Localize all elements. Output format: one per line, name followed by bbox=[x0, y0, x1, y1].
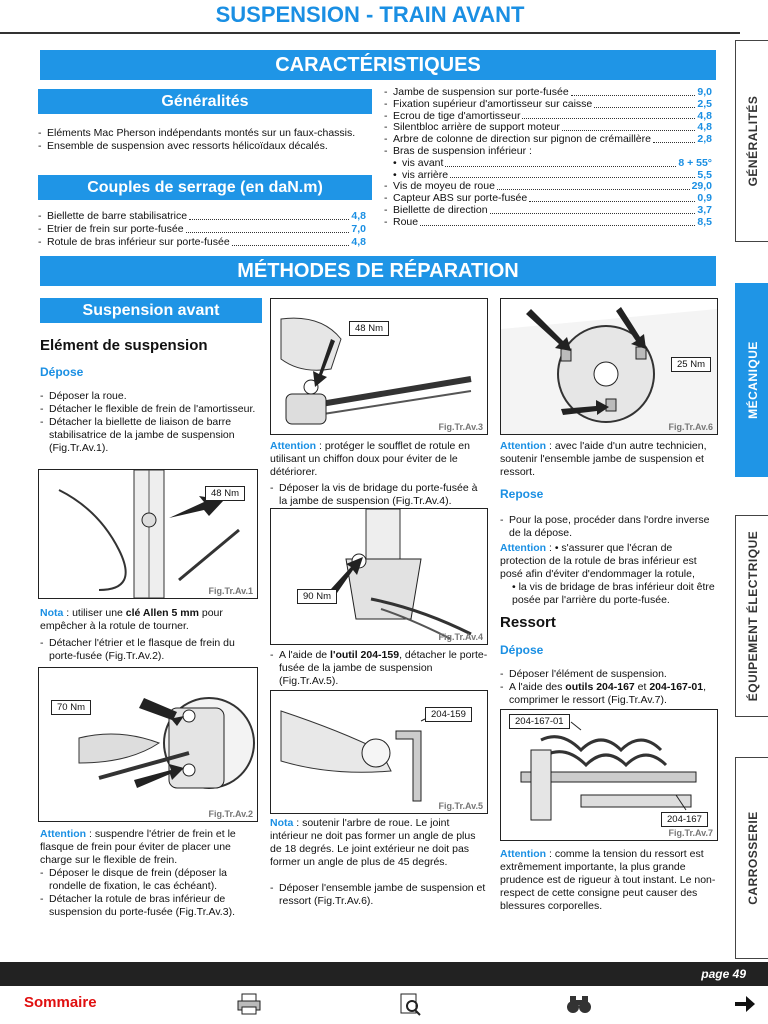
list-item: - Biellette de barre stabilisatrice 4,8 bbox=[38, 210, 366, 223]
knuckle-illustration bbox=[271, 509, 487, 644]
tool-label: 204-159 bbox=[425, 707, 472, 722]
tool-label: 204-167 bbox=[661, 812, 708, 827]
list-item: - Pour la pose, procéder dans l'ordre inverse de la dépose. bbox=[500, 514, 718, 540]
attention-2: Attention : protéger le soufflet de rotule en utilisant un chiffon doux pour éviter de le détériorer. bbox=[270, 440, 470, 478]
tab-mecanique[interactable]: MÉCANIQUE bbox=[735, 283, 768, 477]
list-item: - Biellette de direction 3,7 bbox=[384, 205, 712, 217]
list-item: - Détacher la biellette de liaison de barre stabilisatrice de la jambe de suspension (Fig.Tr.Av.1). bbox=[40, 416, 258, 455]
ressort-title: Ressort bbox=[500, 614, 556, 631]
list-item: • vis avant 8 + 55° bbox=[384, 158, 712, 170]
figure-label: Fig.Tr.Av.7 bbox=[668, 828, 713, 838]
ball-joint-illustration bbox=[271, 299, 487, 434]
figure-tr-av-4 bbox=[270, 508, 488, 645]
figure-tr-av-5 bbox=[270, 690, 488, 814]
figure-label: Fig.Tr.Av.6 bbox=[668, 422, 713, 432]
torque-label: 25 Nm bbox=[671, 357, 711, 372]
list-item: - A l'aide des outils 204-167 et 204-167-01, comprimer le ressort (Fig.Tr.Av.7). bbox=[500, 681, 718, 707]
list-item: - Déposer la vis de bridage du porte-fusée à la jambe de suspension (Fig.Tr.Av.4). bbox=[270, 482, 488, 508]
page-title: SUSPENSION - TRAIN AVANT bbox=[215, 2, 525, 27]
depose-title: Dépose bbox=[40, 365, 84, 379]
footer-bar bbox=[0, 962, 768, 986]
repose-title: Repose bbox=[500, 487, 544, 501]
arrow-right-icon[interactable] bbox=[732, 992, 758, 1016]
list-item: - Ecrou de tige d'amortisseur 4,8 bbox=[384, 111, 712, 123]
tool-label: 204-167-01 bbox=[509, 714, 570, 729]
list-item: - Capteur ABS sur porte-fusée 0,9 bbox=[384, 193, 712, 205]
torque-label: 90 Nm bbox=[297, 589, 337, 604]
list-item: - Détacher le flexible de frein de l'amortisseur. bbox=[40, 403, 258, 416]
steps-list bbox=[500, 668, 718, 707]
list-item: - Eléments Mac Pherson indépendants montés sur un faux-chassis. bbox=[38, 127, 370, 140]
figure-label: Fig.Tr.Av.5 bbox=[438, 801, 483, 811]
list-item: - Déposer le disque de frein (déposer la rondelle de fixation, le cas échéant). bbox=[40, 867, 258, 893]
page-number: page 49 bbox=[701, 967, 746, 981]
figure-label: Fig.Tr.Av.4 bbox=[438, 632, 483, 642]
list-item: - Fixation supérieur d'amortisseur sur caisse 2,5 bbox=[384, 99, 712, 111]
section-suspension-avant: Suspension avant bbox=[40, 298, 262, 323]
list-item: - Arbre de colonne de direction sur pignon de crémaillère 2,8 bbox=[384, 134, 712, 146]
attention-5: Attention : comme la tension du ressort est extrêmement importante, la plus grande prudence est de rigueur à tout instant. Le non-respect de cette consigne peut causer des blessures corporelles. bbox=[500, 848, 716, 912]
figure-tr-av-2 bbox=[38, 667, 258, 822]
list-item: - Déposer la roue. bbox=[40, 390, 258, 403]
list-item: - Jambe de suspension sur porte-fusée 9,0 bbox=[384, 87, 712, 99]
nota-1: Nota : utiliser une clé Allen 5 mm pour empêcher à la rotule de tourner. bbox=[40, 607, 223, 632]
torque-label: 48 Nm bbox=[349, 321, 389, 336]
list-item: - Détacher l'étrier et le flasque de frein du porte-fusée (Fig.Tr.Av.2). bbox=[40, 637, 258, 663]
attention-4: Attention : • s'assurer que l'écran de protection de la rotule de bras inférieur est posé afin d'éviter d'endommager la rotule, • la vis de bridage de bras inférieur doit être posée par l'arrière du porte-fusée. bbox=[500, 542, 715, 606]
steps-list bbox=[500, 514, 718, 540]
brake-caliper-illustration bbox=[39, 668, 257, 821]
depose-title-2: Dépose bbox=[500, 643, 544, 657]
tab-equipement-electrique[interactable]: ÉQUIPEMENT ÉLECTRIQUE bbox=[735, 515, 768, 717]
list-item: - Détacher la rotule de bras inférieur de suspension du porte-fusée (Fig.Tr.Av.3). bbox=[40, 893, 258, 919]
figure-tr-av-6 bbox=[500, 298, 718, 435]
figure-label: Fig.Tr.Av.3 bbox=[438, 422, 483, 432]
nota-2: Nota : soutenir l'arbre de roue. Le joint intérieur ne doit pas former un angle de plus de 18 degrés. Le joint extérieur ne doit pas former un angle de plus de 45 degrés. bbox=[270, 817, 476, 868]
tab-carrosserie[interactable]: CARROSSERIE bbox=[735, 757, 768, 959]
figure-label: Fig.Tr.Av.1 bbox=[208, 586, 253, 596]
element-title: Elément de suspension bbox=[40, 337, 208, 354]
figure-tr-av-1 bbox=[38, 469, 258, 599]
list-item: - Silentbloc arrière de support moteur 4,8 bbox=[384, 122, 712, 134]
list-item: - Roue 8,5 bbox=[384, 217, 712, 229]
list-item: - Etrier de frein sur porte-fusée 7,0 bbox=[38, 223, 366, 236]
binoculars-icon[interactable] bbox=[566, 992, 592, 1016]
section-caracteristiques: CARACTÉRISTIQUES bbox=[40, 50, 716, 80]
section-couples: Couples de serrage (en daN.m) bbox=[38, 175, 372, 200]
figure-label: Fig.Tr.Av.2 bbox=[208, 809, 253, 819]
list-item: - Vis de moyeu de roue 29,0 bbox=[384, 181, 712, 193]
list-item: • vis arrière 5,5 bbox=[384, 170, 712, 182]
section-generalites: Généralités bbox=[38, 89, 372, 114]
steps-list bbox=[40, 390, 258, 455]
title-divider bbox=[0, 32, 740, 34]
tab-generalites[interactable]: GÉNÉRALITÉS bbox=[735, 40, 768, 242]
figure-tr-av-7 bbox=[500, 709, 718, 841]
couples-left-list bbox=[38, 210, 366, 249]
list-item: - Ensemble de suspension avec ressorts hélicoïdaux décalés. bbox=[38, 140, 370, 153]
steps-list bbox=[270, 882, 488, 908]
attention-1: Attention : suspendre l'étrier de frein et le flasque de frein pour éviter de placer une charge sur le flexible de frein. bbox=[40, 828, 236, 866]
sommaire-link[interactable]: Sommaire bbox=[24, 994, 97, 1011]
generalites-list bbox=[38, 127, 370, 153]
couples-right-list bbox=[384, 87, 712, 229]
steps-list bbox=[40, 867, 258, 919]
list-item: - Déposer l'ensemble jambe de suspension et ressort (Fig.Tr.Av.6). bbox=[270, 882, 488, 908]
torque-label: 48 Nm bbox=[205, 486, 245, 501]
list-item: - A l'aide de l'outil 204-159, détacher le porte-fusée de la jambe de suspension (Fig.Tr.Av.5). bbox=[270, 649, 488, 688]
attention-3: Attention : avec l'aide d'un autre technicien, soutenir l'ensemble jambe de suspension et ressort. bbox=[500, 440, 707, 478]
figure-tr-av-3 bbox=[270, 298, 488, 435]
section-methodes: MÉTHODES DE RÉPARATION bbox=[40, 256, 716, 286]
list-item: - Rotule de bras inférieur sur porte-fusée 4,8 bbox=[38, 236, 366, 249]
steps-list bbox=[270, 649, 488, 688]
printer-icon[interactable] bbox=[236, 992, 262, 1016]
steps-list bbox=[40, 637, 258, 663]
torque-label: 70 Nm bbox=[51, 700, 91, 715]
list-item: - Bras de suspension inférieur : bbox=[384, 146, 712, 158]
steps-list bbox=[270, 482, 488, 508]
list-item: - Déposer l'élément de suspension. bbox=[500, 668, 718, 681]
search-page-icon[interactable] bbox=[398, 992, 424, 1016]
